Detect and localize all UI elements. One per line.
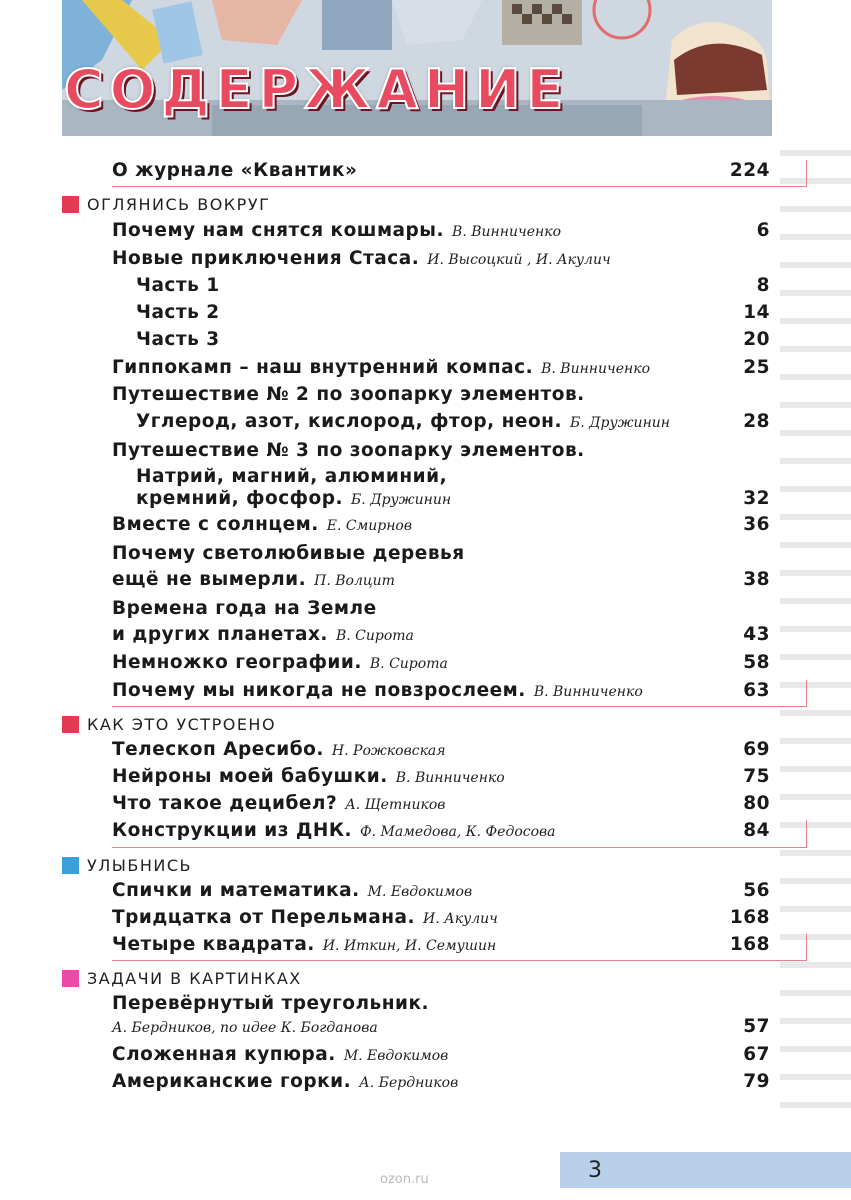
entry-title: Телескоп Аресибо. bbox=[112, 739, 324, 760]
entry-title: Конструкции из ДНК. bbox=[112, 820, 353, 841]
entry-author: А. Бердников bbox=[359, 1075, 459, 1091]
entry-title: Перевёрнутый треугольник. bbox=[112, 993, 430, 1014]
entry-page: 168 bbox=[729, 907, 770, 928]
toc-entry bbox=[112, 934, 772, 962]
section-header-how-it-works bbox=[62, 712, 802, 736]
entry-author: И. Иткин, И. Семушин bbox=[322, 938, 497, 954]
toc-entry bbox=[112, 680, 772, 708]
entry-author: Ф. Мамедова, К. Федосова bbox=[360, 824, 556, 840]
entry-page: 79 bbox=[743, 1071, 770, 1092]
entry-page: 69 bbox=[743, 739, 770, 760]
section-title: КАК ЭТО УСТРОЕНО bbox=[87, 714, 277, 734]
page-title: СОДЕРЖАНИЕ bbox=[64, 58, 570, 121]
entry-author: М. Евдокимов bbox=[343, 1048, 449, 1064]
entry-author: В. Сирота bbox=[369, 656, 448, 672]
entry-author: А. Бердников, по идее К. Богданова bbox=[112, 1020, 378, 1036]
toc-entry bbox=[112, 1044, 772, 1072]
toc-entry bbox=[112, 793, 772, 821]
toc-entry bbox=[112, 880, 772, 908]
toc-entry bbox=[112, 624, 772, 652]
toc-entry bbox=[112, 384, 772, 412]
entry-title: Натрий, магний, алюминий, bbox=[136, 466, 448, 487]
entry-page: 56 bbox=[743, 880, 770, 901]
entry-author: В. Винниченко bbox=[533, 684, 643, 700]
entry-page: 224 bbox=[729, 160, 770, 181]
entry-author: Н. Рожковская bbox=[331, 743, 446, 759]
section-title: ОГЛЯНИСЬ ВОКРУГ bbox=[87, 194, 271, 214]
toc-entry bbox=[112, 1016, 772, 1044]
entry-page: 32 bbox=[743, 488, 770, 509]
entry-page: 58 bbox=[743, 652, 770, 673]
toc-entry bbox=[112, 357, 772, 385]
entry-page: 168 bbox=[729, 934, 770, 955]
toc-entry bbox=[112, 820, 772, 848]
toc-entry bbox=[112, 440, 772, 468]
entry-title: Часть 2 bbox=[136, 302, 220, 323]
entry-page: 28 bbox=[743, 411, 770, 432]
entry-title: Углерод, азот, кислород, фтор, неон. bbox=[136, 411, 562, 432]
toc-entry bbox=[112, 248, 772, 276]
page-number: 3 bbox=[588, 1157, 602, 1183]
entry-title: О журнале «Квантик» bbox=[112, 160, 358, 181]
entry-title: Нейроны моей бабушки. bbox=[112, 766, 388, 787]
divider-tick bbox=[806, 934, 807, 961]
entry-author: В. Винниченко bbox=[395, 770, 505, 786]
entry-title: кремний, фосфор. bbox=[136, 488, 344, 509]
divider-line bbox=[112, 847, 806, 848]
entry-title: Тридцатка от Перельмана. bbox=[112, 907, 416, 928]
entry-title: Вместе с солнцем. bbox=[112, 514, 319, 535]
entry-author: Б. Дружинин bbox=[569, 415, 671, 431]
toc-entry bbox=[112, 569, 772, 597]
entry-title: Времена года на Земле bbox=[112, 598, 377, 619]
toc-entry bbox=[136, 329, 772, 357]
section-header-smile bbox=[62, 853, 802, 877]
entry-page: 84 bbox=[743, 820, 770, 841]
entry-title: Сложенная купюра. bbox=[112, 1044, 336, 1065]
entry-title: Часть 3 bbox=[136, 329, 220, 350]
entry-author: В. Винниченко bbox=[541, 361, 651, 377]
toc-entry bbox=[112, 598, 772, 626]
entry-page: 43 bbox=[743, 624, 770, 645]
section-marker-icon bbox=[62, 857, 79, 874]
toc-entry bbox=[112, 907, 772, 935]
section-header-look-around bbox=[62, 192, 802, 216]
divider-tick bbox=[806, 160, 807, 187]
entry-author: А. Щетников bbox=[345, 797, 446, 813]
toc-entry bbox=[136, 275, 772, 303]
entry-author: Б. Дружинин bbox=[351, 492, 452, 508]
entry-title: ещё не вымерли. bbox=[112, 569, 307, 590]
page-number-bar bbox=[560, 1152, 851, 1188]
entry-author: П. Волцит bbox=[314, 573, 395, 589]
watermark: ozon.ru bbox=[380, 1172, 429, 1187]
entry-page: 36 bbox=[743, 514, 770, 535]
entry-page: 67 bbox=[743, 1044, 770, 1065]
header-banner bbox=[62, 0, 772, 136]
toc-entry bbox=[112, 766, 772, 794]
entry-author: И. Акулич bbox=[423, 911, 498, 927]
section-marker-icon bbox=[62, 196, 79, 213]
entry-title: Четыре квадрата. bbox=[112, 934, 315, 955]
entry-title: Почему мы никогда не повзрослеем. bbox=[112, 680, 526, 701]
entry-title: Немножко географии. bbox=[112, 652, 362, 673]
entry-title: Американские горки. bbox=[112, 1071, 352, 1092]
entry-title: и других планетах. bbox=[112, 624, 328, 645]
entry-title: Новые приключения Стаса. bbox=[112, 248, 420, 269]
entry-title: Спички и математика. bbox=[112, 880, 360, 901]
section-header-picture-puzzles bbox=[62, 966, 802, 990]
entry-author: В. Сирота bbox=[335, 628, 414, 644]
section-marker-icon bbox=[62, 716, 79, 733]
toc-entry-intro bbox=[112, 160, 772, 188]
entry-title: Путешествие № 2 по зоопарку элементов. bbox=[112, 384, 585, 405]
entry-page: 6 bbox=[756, 220, 770, 241]
entry-page: 8 bbox=[756, 275, 770, 296]
entry-title: Что такое децибел? bbox=[112, 793, 338, 814]
entry-title: Гиппокамп – наш внутренний компас. bbox=[112, 357, 534, 378]
section-title: ЗАДАЧИ В КАРТИНКАХ bbox=[87, 968, 302, 988]
entry-page: 80 bbox=[743, 793, 770, 814]
toc-entry bbox=[112, 514, 772, 542]
entry-title: Часть 1 bbox=[136, 275, 220, 296]
entry-page: 25 bbox=[743, 357, 770, 378]
toc-entry bbox=[112, 652, 772, 680]
entry-author: И. Высоцкий , И. Акулич bbox=[427, 252, 611, 268]
entry-page: 63 bbox=[743, 680, 770, 701]
divider-line bbox=[112, 186, 806, 187]
toc-entry bbox=[112, 220, 772, 248]
entry-author: В. Винниченко bbox=[452, 224, 562, 240]
divider-line bbox=[112, 706, 806, 707]
toc-entry bbox=[112, 543, 772, 571]
entry-page: 20 bbox=[743, 329, 770, 350]
entry-page: 14 bbox=[743, 302, 770, 323]
entry-title: Путешествие № 3 по зоопарку элементов. bbox=[112, 440, 585, 461]
entry-author: М. Евдокимов bbox=[367, 884, 473, 900]
entry-page: 57 bbox=[743, 1016, 770, 1037]
entry-page: 75 bbox=[743, 766, 770, 787]
toc-entry bbox=[136, 411, 772, 439]
section-title: УЛЫБНИСЬ bbox=[87, 855, 193, 875]
entry-title: Почему нам снятся кошмары. bbox=[112, 220, 445, 241]
toc-entry bbox=[112, 1071, 772, 1099]
toc-entry bbox=[136, 488, 772, 516]
entry-author: Е. Смирнов bbox=[326, 518, 412, 534]
divider-tick bbox=[806, 680, 807, 707]
entry-page: 38 bbox=[743, 569, 770, 590]
toc-entry bbox=[136, 302, 772, 330]
toc-entry bbox=[112, 739, 772, 767]
divider-line bbox=[112, 960, 806, 961]
entry-title: Почему светолюбивые деревья bbox=[112, 543, 465, 564]
divider-tick bbox=[806, 820, 807, 848]
section-marker-icon bbox=[62, 970, 79, 987]
